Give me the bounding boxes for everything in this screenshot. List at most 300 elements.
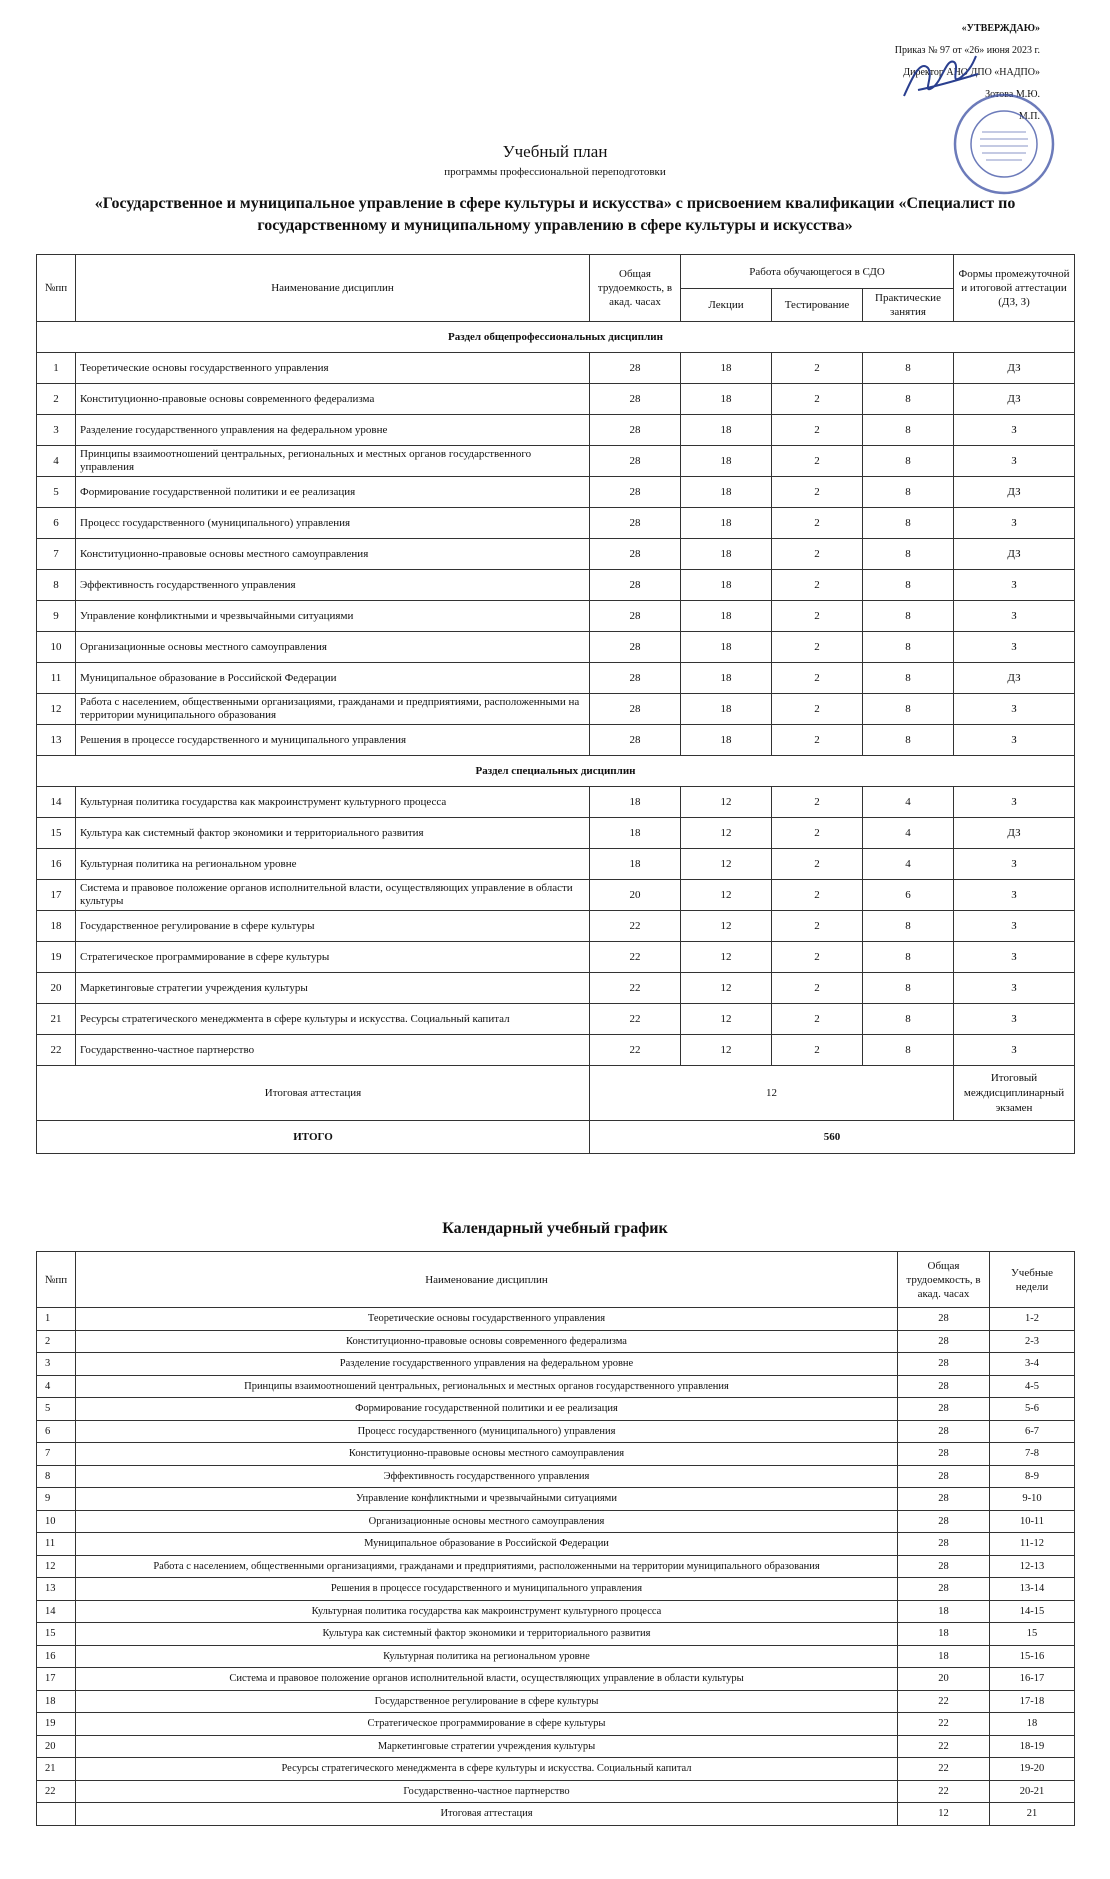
discipline-name: Ресурсы стратегического менеджмента в сфере культуры и искусства. Социальный капитал [76, 1004, 590, 1035]
assessment-form: ДЗ [954, 818, 1075, 849]
assessment-form: З [954, 973, 1075, 1004]
table-row [37, 849, 1075, 880]
total-value: 560 [590, 1121, 1075, 1154]
total-hours: 20 [590, 880, 681, 911]
total-hours: 22 [590, 1004, 681, 1035]
total-hours: 22 [898, 1713, 990, 1736]
total-hours: 28 [898, 1443, 990, 1466]
row-number: 12 [37, 1555, 76, 1578]
assessment-form: З [954, 880, 1075, 911]
discipline-name: Принципы взаимоотношений центральных, региональных и местных органов государственного управления [76, 1375, 898, 1398]
row-number: 22 [37, 1035, 76, 1066]
total-hours: 28 [898, 1488, 990, 1511]
lecture-hours: 18 [681, 446, 772, 477]
practice-hours: 8 [863, 694, 954, 725]
approval-name: Зотова М.Ю. [985, 89, 1040, 100]
table-row [37, 1004, 1075, 1035]
lecture-hours: 12 [681, 849, 772, 880]
assessment-form: З [954, 601, 1075, 632]
total-hours: 28 [590, 415, 681, 446]
discipline-name: Маркетинговые стратегии учреждения культуры [76, 973, 590, 1004]
discipline-name: Государственное регулирование в сфере культуры [76, 1690, 898, 1713]
table-row [37, 1308, 1075, 1331]
discipline-name: Процесс государственного (муниципального) управления [76, 508, 590, 539]
table-row [37, 973, 1075, 1004]
table-row [37, 1623, 1075, 1646]
lecture-hours: 18 [681, 632, 772, 663]
discipline-name: Формирование государственной политики и ее реализация [76, 1398, 898, 1421]
lecture-hours: 18 [681, 384, 772, 415]
calendar-title: Календарный учебный график [442, 1220, 668, 1237]
table-row [37, 1035, 1075, 1066]
total-hours: 28 [898, 1398, 990, 1421]
testing-hours: 2 [772, 539, 863, 570]
table-row [37, 787, 1075, 818]
total-hours: 22 [590, 942, 681, 973]
study-weeks: 4-5 [990, 1375, 1075, 1398]
testing-hours: 2 [772, 880, 863, 911]
lecture-hours: 18 [681, 539, 772, 570]
row-number: 20 [37, 973, 76, 1004]
practice-hours: 8 [863, 570, 954, 601]
row-number: 15 [37, 1623, 76, 1646]
total-label: ИТОГО [37, 1121, 590, 1154]
row-number: 20 [37, 1735, 76, 1758]
row-number: 7 [37, 539, 76, 570]
discipline-name: Формирование государственной политики и ее реализация [76, 477, 590, 508]
discipline-name: Система и правовое положение органов исполнительной власти, осуществляющих управление в области культуры [76, 880, 590, 911]
approval-title: «УТВЕРЖДАЮ» [961, 23, 1040, 34]
row-number: 6 [37, 508, 76, 539]
total-hours: 18 [590, 818, 681, 849]
row-number: 1 [37, 1308, 76, 1331]
study-weeks: 20-21 [990, 1780, 1075, 1803]
assessment-form: З [954, 725, 1075, 756]
practice-hours: 8 [863, 973, 954, 1004]
table-row [37, 880, 1075, 911]
program-title: «Государственное и муниципальное управление в сфере культуры и искусства» с присвоением квалификации «Специалист по государственному и муниципальному управлению в сфере культуры и искусства» [94, 195, 1016, 234]
row-number: 17 [37, 1668, 76, 1691]
lecture-hours: 18 [681, 663, 772, 694]
header-hours: Общая трудоемкость, в акад. часах [590, 255, 681, 322]
row-number: 11 [37, 663, 76, 694]
total-hours: 22 [590, 973, 681, 1004]
total-hours: 28 [898, 1353, 990, 1376]
assessment-form: З [954, 446, 1075, 477]
assessment-form: ДЗ [954, 539, 1075, 570]
total-hours: 28 [590, 632, 681, 663]
discipline-name: Теоретические основы государственного управления [76, 1308, 898, 1331]
total-hours: 22 [590, 911, 681, 942]
total-hours: 22 [898, 1780, 990, 1803]
discipline-name: Разделение государственного управления на федеральном уровне [76, 1353, 898, 1376]
table-row [37, 632, 1075, 663]
cal-header-weeks: Учебные недели [990, 1252, 1075, 1308]
assessment-form: З [954, 570, 1075, 601]
discipline-name: Управление конфликтными и чрезвычайными ситуациями [76, 1488, 898, 1511]
row-number [37, 1803, 76, 1826]
testing-hours: 2 [772, 787, 863, 818]
testing-hours: 2 [772, 663, 863, 694]
study-weeks: 7-8 [990, 1443, 1075, 1466]
row-number: 1 [37, 353, 76, 384]
discipline-name: Решения в процессе государственного и муниципального управления [76, 1578, 898, 1601]
row-number: 15 [37, 818, 76, 849]
practice-hours: 4 [863, 818, 954, 849]
total-hours: 28 [590, 353, 681, 384]
table-row [37, 601, 1075, 632]
table-row [37, 570, 1075, 601]
row-number: 16 [37, 849, 76, 880]
discipline-name: Культурная политика на региональном уровне [76, 849, 590, 880]
discipline-name: Муниципальное образование в Российской Федерации [76, 663, 590, 694]
study-weeks: 8-9 [990, 1465, 1075, 1488]
study-weeks: 18-19 [990, 1735, 1075, 1758]
header-lectures: Лекции [681, 289, 772, 322]
table-row [37, 694, 1075, 725]
testing-hours: 2 [772, 601, 863, 632]
study-weeks: 11-12 [990, 1533, 1075, 1556]
study-weeks: 9-10 [990, 1488, 1075, 1511]
testing-hours: 2 [772, 353, 863, 384]
table-row [37, 1533, 1075, 1556]
table-row [37, 1713, 1075, 1736]
row-number: 8 [37, 570, 76, 601]
doc-subtitle: программы профессиональной переподготовки [444, 166, 666, 178]
total-hours: 28 [898, 1510, 990, 1533]
practice-hours: 8 [863, 1004, 954, 1035]
discipline-name: Муниципальное образование в Российской Федерации [76, 1533, 898, 1556]
study-weeks: 17-18 [990, 1690, 1075, 1713]
testing-hours: 2 [772, 415, 863, 446]
table-row [37, 942, 1075, 973]
practice-hours: 8 [863, 601, 954, 632]
discipline-name: Конституционно-правовые основы местного самоуправления [76, 1443, 898, 1466]
assessment-form: З [954, 415, 1075, 446]
practice-hours: 8 [863, 384, 954, 415]
practice-hours: 8 [863, 725, 954, 756]
testing-hours: 2 [772, 1004, 863, 1035]
discipline-name: Система и правовое положение органов исполнительной власти, осуществляющих управление в области культуры [76, 1668, 898, 1691]
table-row [37, 353, 1075, 384]
discipline-name: Стратегическое программирование в сфере культуры [76, 942, 590, 973]
total-hours: 18 [590, 849, 681, 880]
total-hours: 28 [590, 725, 681, 756]
row-number: 18 [37, 911, 76, 942]
practice-hours: 8 [863, 508, 954, 539]
study-weeks: 21 [990, 1803, 1075, 1826]
row-number: 13 [37, 1578, 76, 1601]
lecture-hours: 18 [681, 570, 772, 601]
discipline-name: Стратегическое программирование в сфере культуры [76, 1713, 898, 1736]
study-weeks: 16-17 [990, 1668, 1075, 1691]
row-number: 4 [37, 1375, 76, 1398]
header-work: Работа обучающегося в СДО [681, 255, 954, 289]
assessment-form: З [954, 787, 1075, 818]
total-hours: 28 [898, 1465, 990, 1488]
table-row [37, 1443, 1075, 1466]
table-row [37, 663, 1075, 694]
total-hours: 28 [590, 508, 681, 539]
practice-hours: 8 [863, 477, 954, 508]
total-hours: 28 [898, 1578, 990, 1601]
lecture-hours: 12 [681, 973, 772, 1004]
testing-hours: 2 [772, 632, 863, 663]
lecture-hours: 12 [681, 880, 772, 911]
discipline-name: Культурная политика на региональном уровне [76, 1645, 898, 1668]
practice-hours: 8 [863, 353, 954, 384]
header-name: Наименование дисциплин [76, 255, 590, 322]
row-number: 9 [37, 1488, 76, 1511]
table-row [37, 1330, 1075, 1353]
lecture-hours: 18 [681, 601, 772, 632]
total-hours: 28 [590, 601, 681, 632]
discipline-name: Государственно-частное партнерство [76, 1035, 590, 1066]
total-hours: 28 [590, 694, 681, 725]
row-number: 9 [37, 601, 76, 632]
testing-hours: 2 [772, 694, 863, 725]
table-row [37, 1465, 1075, 1488]
section-row [37, 322, 1075, 353]
table-row [37, 415, 1075, 446]
lecture-hours: 18 [681, 694, 772, 725]
testing-hours: 2 [772, 973, 863, 1004]
lecture-hours: 12 [681, 942, 772, 973]
total-hours: 28 [590, 539, 681, 570]
discipline-name: Маркетинговые стратегии учреждения культуры [76, 1735, 898, 1758]
header-forms: Формы промежуточной и итоговой аттестации (ДЗ, З) [954, 255, 1075, 322]
practice-hours: 8 [863, 1035, 954, 1066]
table-row [37, 1353, 1075, 1376]
doc-title: Учебный план [502, 142, 608, 161]
total-hours: 22 [590, 1035, 681, 1066]
testing-hours: 2 [772, 849, 863, 880]
assessment-form: З [954, 1004, 1075, 1035]
study-weeks: 15-16 [990, 1645, 1075, 1668]
row-number: 10 [37, 1510, 76, 1533]
row-number: 19 [37, 1713, 76, 1736]
lecture-hours: 12 [681, 911, 772, 942]
study-weeks: 14-15 [990, 1600, 1075, 1623]
final-form: Итоговый междисциплинарный экзамен [954, 1066, 1075, 1121]
row-number: 16 [37, 1645, 76, 1668]
practice-hours: 8 [863, 911, 954, 942]
total-hours: 22 [898, 1735, 990, 1758]
section-row [37, 756, 1075, 787]
total-hours: 18 [898, 1623, 990, 1646]
assessment-form: ДЗ [954, 384, 1075, 415]
discipline-name: Культура как системный фактор экономики и территориального развития [76, 818, 590, 849]
discipline-name: Государственное регулирование в сфере культуры [76, 911, 590, 942]
row-number: 11 [37, 1533, 76, 1556]
table-row [37, 508, 1075, 539]
discipline-name: Организационные основы местного самоуправления [76, 1510, 898, 1533]
calendar-table [36, 1251, 1075, 1826]
study-weeks: 12-13 [990, 1555, 1075, 1578]
row-number: 18 [37, 1690, 76, 1713]
testing-hours: 2 [772, 911, 863, 942]
table-row [37, 1600, 1075, 1623]
testing-hours: 2 [772, 446, 863, 477]
table-row [37, 725, 1075, 756]
discipline-name: Эффективность государственного управления [76, 1465, 898, 1488]
row-number: 3 [37, 415, 76, 446]
discipline-name: Работа с населением, общественными организациями, гражданами и предприятиями, расположенными на территории муниципального образования [76, 694, 590, 725]
row-number: 19 [37, 942, 76, 973]
final-hours: 12 [590, 1066, 954, 1121]
testing-hours: 2 [772, 508, 863, 539]
cal-header-hours: Общая трудоемкость, в акад. часах [898, 1252, 990, 1308]
total-hours: 18 [898, 1645, 990, 1668]
header-practice: Практические занятия [863, 289, 954, 322]
row-number: 8 [37, 1465, 76, 1488]
section-title: Раздел специальных дисциплин [37, 756, 1075, 787]
assessment-form: ДЗ [954, 663, 1075, 694]
discipline-name: Принципы взаимоотношений центральных, региональных и местных органов государственного управления [76, 446, 590, 477]
final-label: Итоговая аттестация [37, 1066, 590, 1121]
row-number: 13 [37, 725, 76, 756]
table-row [37, 446, 1075, 477]
total-hours: 28 [898, 1533, 990, 1556]
testing-hours: 2 [772, 384, 863, 415]
table-row [37, 1645, 1075, 1668]
row-number: 4 [37, 446, 76, 477]
section-title: Раздел общепрофессиональных дисциплин [37, 322, 1075, 353]
discipline-name: Теоретические основы государственного управления [76, 353, 590, 384]
row-number: 3 [37, 1353, 76, 1376]
lecture-hours: 12 [681, 787, 772, 818]
header-testing: Тестирование [772, 289, 863, 322]
lecture-hours: 18 [681, 415, 772, 446]
practice-hours: 8 [863, 415, 954, 446]
study-weeks: 6-7 [990, 1420, 1075, 1443]
table-row [37, 539, 1075, 570]
table-row [37, 1555, 1075, 1578]
total-hours: 28 [590, 570, 681, 601]
table-row [37, 1420, 1075, 1443]
discipline-name: Разделение государственного управления на федеральном уровне [76, 415, 590, 446]
assessment-form: З [954, 942, 1075, 973]
approval-director: Директор АНО ДПО «НАДПО» [903, 67, 1040, 78]
table-row [37, 1758, 1075, 1781]
cal-header-num: №пп [37, 1252, 76, 1308]
total-hours: 28 [590, 477, 681, 508]
practice-hours: 4 [863, 787, 954, 818]
row-number: 7 [37, 1443, 76, 1466]
assessment-form: З [954, 849, 1075, 880]
testing-hours: 2 [772, 942, 863, 973]
testing-hours: 2 [772, 570, 863, 601]
row-number: 2 [37, 1330, 76, 1353]
row-number: 17 [37, 880, 76, 911]
testing-hours: 2 [772, 818, 863, 849]
row-number: 6 [37, 1420, 76, 1443]
total-hours: 22 [898, 1690, 990, 1713]
practice-hours: 4 [863, 849, 954, 880]
study-plan-table [36, 254, 1075, 1154]
table-row [37, 1690, 1075, 1713]
row-number: 2 [37, 384, 76, 415]
discipline-name: Процесс государственного (муниципального) управления [76, 1420, 898, 1443]
total-hours: 28 [590, 384, 681, 415]
study-weeks: 1-2 [990, 1308, 1075, 1331]
lecture-hours: 12 [681, 818, 772, 849]
table-row [37, 384, 1075, 415]
discipline-name: Решения в процессе государственного и муниципального управления [76, 725, 590, 756]
row-number: 21 [37, 1004, 76, 1035]
total-row [37, 1121, 1075, 1154]
table-row [37, 1803, 1075, 1826]
practice-hours: 6 [863, 880, 954, 911]
lecture-hours: 18 [681, 725, 772, 756]
total-hours: 18 [898, 1600, 990, 1623]
testing-hours: 2 [772, 477, 863, 508]
table-row [37, 1780, 1075, 1803]
study-weeks: 2-3 [990, 1330, 1075, 1353]
total-hours: 28 [898, 1330, 990, 1353]
total-hours: 12 [898, 1803, 990, 1826]
testing-hours: 2 [772, 725, 863, 756]
discipline-name: Государственно-частное партнерство [76, 1780, 898, 1803]
final-attestation-row [37, 1066, 1075, 1121]
discipline-name: Конституционно-правовые основы местного самоуправления [76, 539, 590, 570]
lecture-hours: 12 [681, 1035, 772, 1066]
study-weeks: 13-14 [990, 1578, 1075, 1601]
table-row [37, 1375, 1075, 1398]
approval-order: Приказ № 97 от «26» июня 2023 г. [894, 45, 1040, 56]
practice-hours: 8 [863, 632, 954, 663]
discipline-name: Конституционно-правовые основы современного федерализма [76, 1330, 898, 1353]
study-weeks: 18 [990, 1713, 1075, 1736]
discipline-name: Культурная политика государства как макроинструмент культурного процесса [76, 787, 590, 818]
total-hours: 28 [590, 663, 681, 694]
total-hours: 18 [590, 787, 681, 818]
testing-hours: 2 [772, 1035, 863, 1066]
total-hours: 28 [898, 1555, 990, 1578]
table-row [37, 1578, 1075, 1601]
assessment-form: ДЗ [954, 477, 1075, 508]
total-hours: 22 [898, 1758, 990, 1781]
discipline-name: Культура как системный фактор экономики и территориального развития [76, 1623, 898, 1646]
row-number: 14 [37, 1600, 76, 1623]
row-number: 12 [37, 694, 76, 725]
practice-hours: 8 [863, 446, 954, 477]
table-row [37, 1735, 1075, 1758]
row-number: 21 [37, 1758, 76, 1781]
row-number: 5 [37, 1398, 76, 1421]
row-number: 22 [37, 1780, 76, 1803]
lecture-hours: 18 [681, 477, 772, 508]
total-hours: 28 [590, 446, 681, 477]
total-hours: 28 [898, 1375, 990, 1398]
total-hours: 28 [898, 1308, 990, 1331]
total-hours: 28 [898, 1420, 990, 1443]
cal-header-name: Наименование дисциплин [76, 1252, 898, 1308]
row-number: 14 [37, 787, 76, 818]
assessment-form: З [954, 694, 1075, 725]
lecture-hours: 12 [681, 1004, 772, 1035]
approval-mp: М.П. [1018, 111, 1040, 122]
assessment-form: З [954, 1035, 1075, 1066]
assessment-form: ДЗ [954, 353, 1075, 384]
header-num: №пп [37, 255, 76, 322]
study-weeks: 15 [990, 1623, 1075, 1646]
table-row [37, 911, 1075, 942]
discipline-name: Итоговая аттестация [76, 1803, 898, 1826]
table-row [37, 818, 1075, 849]
discipline-name: Работа с населением, общественными организациями, гражданами и предприятиями, расположенными на территории муниципального образования [76, 1555, 898, 1578]
table-row [37, 477, 1075, 508]
